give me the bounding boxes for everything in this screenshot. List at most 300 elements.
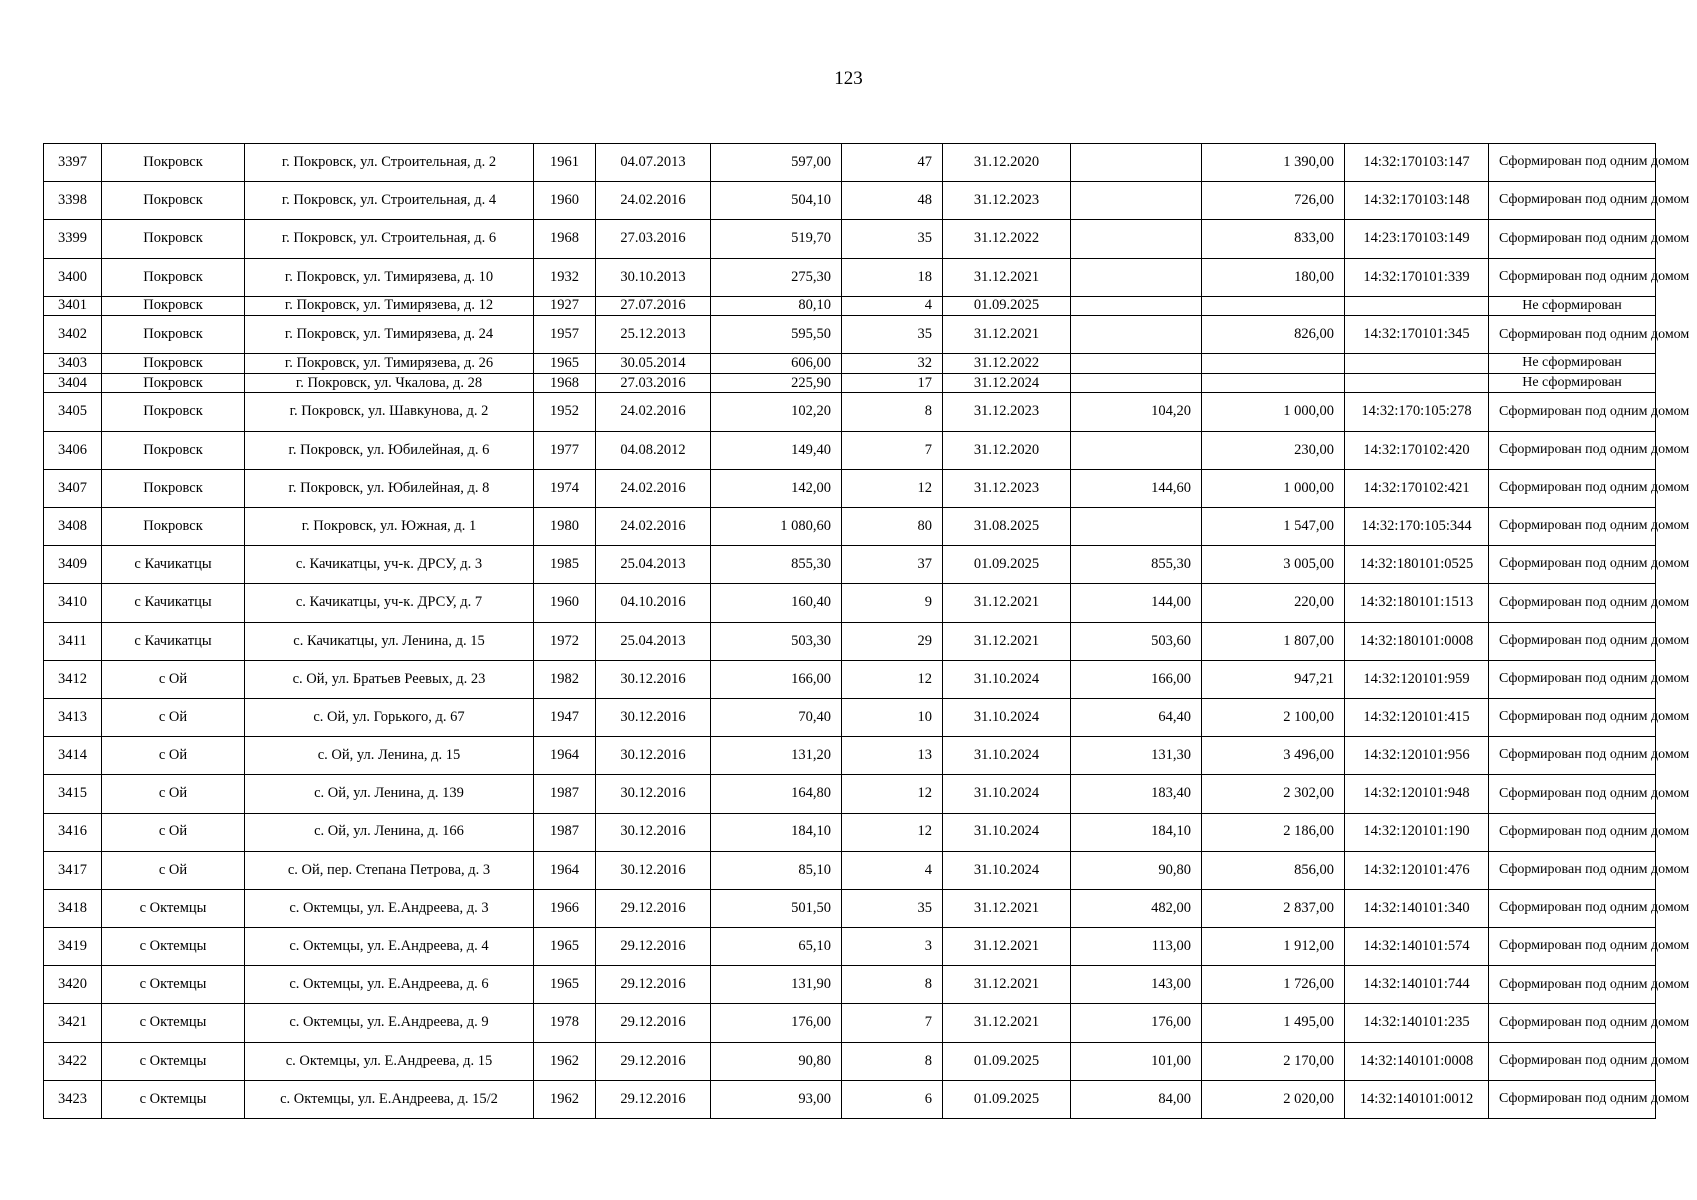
land-status-cell: Не сформирован [1489,354,1656,374]
table-row [44,1080,1656,1118]
date-cell: 27.03.2016 [596,220,711,258]
area-secondary-cell [1071,296,1202,316]
land-area-cell: 3 005,00 [1202,546,1345,584]
date-cell: 30.12.2016 [596,660,711,698]
residents-cell: 12 [842,775,943,813]
date-cell: 29.12.2016 [596,966,711,1004]
row-number-cell: 3414 [44,737,102,775]
settlement-cell: с Октемцы [102,966,245,1004]
area-cell: 131,90 [711,966,842,1004]
year-built-cell: 1927 [534,296,596,316]
residents-cell: 12 [842,469,943,507]
row-number-cell: 3411 [44,622,102,660]
deadline-cell: 31.10.2024 [943,660,1071,698]
area-secondary-cell: 90,80 [1071,851,1202,889]
area-cell: 102,20 [711,393,842,431]
settlement-cell: с Октемцы [102,889,245,927]
date-cell: 29.12.2016 [596,928,711,966]
land-status-cell: Сформирован под одним домом [1489,775,1656,813]
date-cell: 27.03.2016 [596,373,711,393]
cadastral-number-cell [1345,296,1489,316]
land-status-cell: Сформирован под одним домом [1489,431,1656,469]
cadastral-number-cell: 14:32:170101:345 [1345,316,1489,354]
land-area-cell [1202,296,1345,316]
area-secondary-cell: 144,00 [1071,584,1202,622]
residents-cell: 35 [842,889,943,927]
address-cell: с. Октемцы, ул. Е.Андреева, д. 3 [245,889,534,927]
cadastral-number-cell: 14:32:180101:0008 [1345,622,1489,660]
cadastral-number-cell: 14:32:140101:235 [1345,1004,1489,1042]
year-built-cell: 1962 [534,1042,596,1080]
date-cell: 29.12.2016 [596,889,711,927]
area-secondary-cell: 84,00 [1071,1080,1202,1118]
deadline-cell: 31.12.2023 [943,393,1071,431]
residents-cell: 17 [842,373,943,393]
residents-cell: 3 [842,928,943,966]
land-area-cell: 947,21 [1202,660,1345,698]
land-status-cell: Сформирован под одним домом [1489,698,1656,736]
area-cell: 65,10 [711,928,842,966]
year-built-cell: 1960 [534,182,596,220]
area-secondary-cell: 104,20 [1071,393,1202,431]
land-area-cell: 2 186,00 [1202,813,1345,851]
deadline-cell: 31.10.2024 [943,737,1071,775]
residents-cell: 4 [842,296,943,316]
year-built-cell: 1964 [534,737,596,775]
land-area-cell: 3 496,00 [1202,737,1345,775]
settlement-cell: с Ой [102,737,245,775]
row-number-cell: 3421 [44,1004,102,1042]
area-cell: 142,00 [711,469,842,507]
row-number-cell: 3419 [44,928,102,966]
table-row [44,813,1656,851]
land-status-cell: Сформирован под одним домом [1489,469,1656,507]
land-status-cell: Не сформирован [1489,296,1656,316]
land-area-cell: 1 000,00 [1202,393,1345,431]
area-cell: 164,80 [711,775,842,813]
year-built-cell: 1974 [534,469,596,507]
settlement-cell: с Октемцы [102,1042,245,1080]
cadastral-number-cell: 14:32:120101:959 [1345,660,1489,698]
land-status-cell: Сформирован под одним домом [1489,1004,1656,1042]
settlement-cell: Покровск [102,182,245,220]
residents-cell: 6 [842,1080,943,1118]
address-cell: г. Покровск, ул. Строительная, д. 4 [245,182,534,220]
area-secondary-cell: 131,30 [1071,737,1202,775]
deadline-cell: 31.12.2023 [943,182,1071,220]
table-row [44,928,1656,966]
residents-cell: 80 [842,508,943,546]
cadastral-number-cell: 14:32:120101:476 [1345,851,1489,889]
land-status-cell: Сформирован под одним домом [1489,813,1656,851]
table-row [44,775,1656,813]
table-row [44,851,1656,889]
deadline-cell: 31.12.2023 [943,469,1071,507]
date-cell: 04.07.2013 [596,144,711,182]
land-area-cell: 1 726,00 [1202,966,1345,1004]
area-cell: 160,40 [711,584,842,622]
area-secondary-cell: 176,00 [1071,1004,1202,1042]
row-number-cell: 3404 [44,373,102,393]
row-number-cell: 3417 [44,851,102,889]
deadline-cell: 31.12.2020 [943,431,1071,469]
settlement-cell: с Ой [102,775,245,813]
cadastral-number-cell: 14:32:140101:340 [1345,889,1489,927]
cadastral-number-cell: 14:32:180101:0525 [1345,546,1489,584]
year-built-cell: 1960 [534,584,596,622]
land-status-cell: Сформирован под одним домом [1489,889,1656,927]
area-secondary-cell: 183,40 [1071,775,1202,813]
row-number-cell: 3402 [44,316,102,354]
deadline-cell: 31.12.2024 [943,373,1071,393]
row-number-cell: 3405 [44,393,102,431]
date-cell: 29.12.2016 [596,1080,711,1118]
year-built-cell: 1932 [534,258,596,296]
deadline-cell: 01.09.2025 [943,1042,1071,1080]
land-status-cell: Сформирован под одним домом [1489,182,1656,220]
cadastral-number-cell: 14:32:140101:0012 [1345,1080,1489,1118]
area-secondary-cell [1071,182,1202,220]
area-cell: 70,40 [711,698,842,736]
deadline-cell: 31.12.2021 [943,1004,1071,1042]
residents-cell: 7 [842,1004,943,1042]
land-area-cell: 1 912,00 [1202,928,1345,966]
land-area-cell [1202,373,1345,393]
year-built-cell: 1965 [534,928,596,966]
row-number-cell: 3408 [44,508,102,546]
cadastral-number-cell: 14:32:170101:339 [1345,258,1489,296]
date-cell: 24.02.2016 [596,469,711,507]
area-secondary-cell: 113,00 [1071,928,1202,966]
year-built-cell: 1965 [534,966,596,1004]
year-built-cell: 1987 [534,813,596,851]
area-cell: 501,50 [711,889,842,927]
row-number-cell: 3407 [44,469,102,507]
row-number-cell: 3398 [44,182,102,220]
address-cell: г. Покровск, ул. Чкалова, д. 28 [245,373,534,393]
address-cell: г. Покровск, ул. Тимирязева, д. 26 [245,354,534,374]
deadline-cell: 01.09.2025 [943,546,1071,584]
residents-cell: 10 [842,698,943,736]
settlement-cell: с Качикатцы [102,584,245,622]
area-cell: 93,00 [711,1080,842,1118]
land-area-cell: 1 547,00 [1202,508,1345,546]
cadastral-number-cell: 14:32:120101:190 [1345,813,1489,851]
cadastral-number-cell [1345,354,1489,374]
row-number-cell: 3412 [44,660,102,698]
housing-registry-table [43,143,1690,1119]
row-number-cell: 3403 [44,354,102,374]
year-built-cell: 1962 [534,1080,596,1118]
area-cell: 595,50 [711,316,842,354]
table-row [44,182,1656,220]
date-cell: 24.02.2016 [596,182,711,220]
area-secondary-cell: 166,00 [1071,660,1202,698]
date-cell: 27.07.2016 [596,296,711,316]
table-row [44,737,1656,775]
date-cell: 30.05.2014 [596,354,711,374]
settlement-cell: Покровск [102,373,245,393]
land-area-cell: 2 020,00 [1202,1080,1345,1118]
year-built-cell: 1982 [534,660,596,698]
row-number-cell: 3399 [44,220,102,258]
deadline-cell: 31.12.2022 [943,354,1071,374]
year-built-cell: 1978 [534,1004,596,1042]
deadline-cell: 31.10.2024 [943,775,1071,813]
area-secondary-cell: 64,40 [1071,698,1202,736]
residents-cell: 48 [842,182,943,220]
address-cell: с. Ой, ул. Ленина, д. 139 [245,775,534,813]
residents-cell: 29 [842,622,943,660]
land-area-cell [1202,354,1345,374]
residents-cell: 35 [842,316,943,354]
area-cell: 606,00 [711,354,842,374]
residents-cell: 37 [842,546,943,584]
date-cell: 25.04.2013 [596,622,711,660]
table-row [44,1004,1656,1042]
land-status-cell: Сформирован под одним домом [1489,1042,1656,1080]
table-row [44,508,1656,546]
year-built-cell: 1977 [534,431,596,469]
residents-cell: 13 [842,737,943,775]
year-built-cell: 1980 [534,508,596,546]
address-cell: с. Октемцы, ул. Е.Андреева, д. 4 [245,928,534,966]
row-number-cell: 3409 [44,546,102,584]
area-secondary-cell [1071,144,1202,182]
residents-cell: 47 [842,144,943,182]
settlement-cell: с Качикатцы [102,546,245,584]
area-secondary-cell [1071,220,1202,258]
land-area-cell: 826,00 [1202,316,1345,354]
table-row [44,144,1656,182]
address-cell: с. Ой, ул. Горького, д. 67 [245,698,534,736]
address-cell: г. Покровск, ул. Тимирязева, д. 12 [245,296,534,316]
area-secondary-cell [1071,508,1202,546]
table-row [44,220,1656,258]
residents-cell: 8 [842,966,943,1004]
deadline-cell: 31.10.2024 [943,851,1071,889]
cadastral-number-cell: 14:32:180101:1513 [1345,584,1489,622]
address-cell: с. Ой, ул. Ленина, д. 166 [245,813,534,851]
land-area-cell: 2 100,00 [1202,698,1345,736]
residents-cell: 8 [842,1042,943,1080]
settlement-cell: с Октемцы [102,1080,245,1118]
area-cell: 80,10 [711,296,842,316]
area-secondary-cell [1071,373,1202,393]
area-secondary-cell [1071,354,1202,374]
settlement-cell: с Ой [102,851,245,889]
settlement-cell: Покровск [102,508,245,546]
table-row [44,354,1656,374]
row-number-cell: 3420 [44,966,102,1004]
residents-cell: 4 [842,851,943,889]
row-number-cell: 3423 [44,1080,102,1118]
cadastral-number-cell: 14:32:120101:948 [1345,775,1489,813]
land-status-cell: Не сформирован [1489,373,1656,393]
deadline-cell: 31.08.2025 [943,508,1071,546]
address-cell: г. Покровск, ул. Шавкунова, д. 2 [245,393,534,431]
date-cell: 24.02.2016 [596,393,711,431]
address-cell: г. Покровск, ул. Строительная, д. 2 [245,144,534,182]
cadastral-number-cell: 14:32:120101:415 [1345,698,1489,736]
table-row [44,469,1656,507]
year-built-cell: 1957 [534,316,596,354]
row-number-cell: 3422 [44,1042,102,1080]
area-cell: 131,20 [711,737,842,775]
land-status-cell: Сформирован под одним домом [1489,1080,1656,1118]
area-secondary-cell: 482,00 [1071,889,1202,927]
settlement-cell: Покровск [102,469,245,507]
land-area-cell: 2 837,00 [1202,889,1345,927]
address-cell: с. Октемцы, ул. Е.Андреева, д. 9 [245,1004,534,1042]
row-number-cell: 3410 [44,584,102,622]
land-status-cell: Сформирован под одним домом [1489,737,1656,775]
area-secondary-cell: 184,10 [1071,813,1202,851]
table-row [44,373,1656,393]
land-area-cell: 1 807,00 [1202,622,1345,660]
area-secondary-cell: 101,00 [1071,1042,1202,1080]
row-number-cell: 3413 [44,698,102,736]
year-built-cell: 1965 [534,354,596,374]
land-status-cell: Сформирован под одним домом [1489,584,1656,622]
deadline-cell: 31.12.2021 [943,928,1071,966]
row-number-cell: 3400 [44,258,102,296]
deadline-cell: 31.12.2021 [943,889,1071,927]
area-cell: 166,00 [711,660,842,698]
cadastral-number-cell: 14:32:170:105:278 [1345,393,1489,431]
cadastral-number-cell: 14:32:140101:744 [1345,966,1489,1004]
settlement-cell: Покровск [102,316,245,354]
residents-cell: 12 [842,660,943,698]
land-status-cell: Сформирован под одним домом [1489,966,1656,1004]
residents-cell: 8 [842,393,943,431]
table-row [44,584,1656,622]
land-status-cell: Сформирован под одним домом [1489,220,1656,258]
deadline-cell: 31.10.2024 [943,698,1071,736]
date-cell: 25.12.2013 [596,316,711,354]
area-secondary-cell: 143,00 [1071,966,1202,1004]
address-cell: г. Покровск, ул. Тимирязева, д. 10 [245,258,534,296]
area-cell: 597,00 [711,144,842,182]
land-area-cell: 1 495,00 [1202,1004,1345,1042]
date-cell: 30.12.2016 [596,813,711,851]
land-area-cell: 726,00 [1202,182,1345,220]
date-cell: 30.12.2016 [596,775,711,813]
area-secondary-cell [1071,316,1202,354]
cadastral-number-cell: 14:23:170103:149 [1345,220,1489,258]
land-area-cell: 1 390,00 [1202,144,1345,182]
land-status-cell: Сформирован под одним домом [1489,508,1656,546]
area-cell: 184,10 [711,813,842,851]
address-cell: с. Октемцы, ул. Е.Андреева, д. 6 [245,966,534,1004]
area-secondary-cell [1071,258,1202,296]
date-cell: 29.12.2016 [596,1004,711,1042]
year-built-cell: 1964 [534,851,596,889]
year-built-cell: 1985 [534,546,596,584]
address-cell: с. Ой, пер. Степана Петрова, д. 3 [245,851,534,889]
land-status-cell: Сформирован под одним домом [1489,258,1656,296]
area-secondary-cell: 144,60 [1071,469,1202,507]
table-row [44,698,1656,736]
settlement-cell: с Качикатцы [102,622,245,660]
table-row [44,316,1656,354]
land-status-cell: Сформирован под одним домом [1489,851,1656,889]
land-area-cell: 180,00 [1202,258,1345,296]
page-number: 123 [834,68,863,89]
residents-cell: 7 [842,431,943,469]
area-cell: 85,10 [711,851,842,889]
settlement-cell: с Октемцы [102,1004,245,1042]
table-row [44,966,1656,1004]
residents-cell: 12 [842,813,943,851]
area-cell: 176,00 [711,1004,842,1042]
year-built-cell: 1972 [534,622,596,660]
settlement-cell: Покровск [102,144,245,182]
area-cell: 503,30 [711,622,842,660]
area-cell: 225,90 [711,373,842,393]
table-row [44,660,1656,698]
address-cell: с. Качикатцы, уч-к. ДРСУ, д. 3 [245,546,534,584]
deadline-cell: 31.10.2024 [943,813,1071,851]
table-row [44,393,1656,431]
address-cell: с. Ой, ул. Ленина, д. 15 [245,737,534,775]
area-secondary-cell: 503,60 [1071,622,1202,660]
settlement-cell: Покровск [102,431,245,469]
area-cell: 1 080,60 [711,508,842,546]
area-secondary-cell: 855,30 [1071,546,1202,584]
date-cell: 24.02.2016 [596,508,711,546]
address-cell: г. Покровск, ул. Тимирязева, д. 24 [245,316,534,354]
date-cell: 29.12.2016 [596,1042,711,1080]
date-cell: 30.10.2013 [596,258,711,296]
deadline-cell: 31.12.2020 [943,144,1071,182]
land-status-cell: Сформирован под одним домом [1489,316,1656,354]
settlement-cell: Покровск [102,220,245,258]
settlement-cell: Покровск [102,296,245,316]
land-area-cell: 856,00 [1202,851,1345,889]
area-cell: 90,80 [711,1042,842,1080]
land-status-cell: Сформирован под одним домом [1489,144,1656,182]
row-number-cell: 3406 [44,431,102,469]
table-body [44,144,1690,1119]
year-built-cell: 1968 [534,373,596,393]
date-cell: 04.08.2012 [596,431,711,469]
land-area-cell: 833,00 [1202,220,1345,258]
deadline-cell: 31.12.2021 [943,258,1071,296]
cadastral-number-cell: 14:32:170:105:344 [1345,508,1489,546]
land-status-cell: Сформирован под одним домом [1489,393,1656,431]
cadastral-number-cell: 14:32:140101:0008 [1345,1042,1489,1080]
year-built-cell: 1952 [534,393,596,431]
land-status-cell: Сформирован под одним домом [1489,928,1656,966]
address-cell: с. Октемцы, ул. Е.Андреева, д. 15/2 [245,1080,534,1118]
area-cell: 504,10 [711,182,842,220]
settlement-cell: Покровск [102,258,245,296]
deadline-cell: 31.12.2021 [943,622,1071,660]
land-area-cell: 230,00 [1202,431,1345,469]
land-area-cell: 1 000,00 [1202,469,1345,507]
land-status-cell: Сформирован под одним домом [1489,546,1656,584]
cadastral-number-cell: 14:32:120101:956 [1345,737,1489,775]
date-cell: 30.12.2016 [596,737,711,775]
address-cell: с. Качикатцы, ул. Ленина, д. 15 [245,622,534,660]
date-cell: 25.04.2013 [596,546,711,584]
residents-cell: 18 [842,258,943,296]
table-row [44,1042,1656,1080]
row-number-cell: 3416 [44,813,102,851]
date-cell: 04.10.2016 [596,584,711,622]
year-built-cell: 1947 [534,698,596,736]
